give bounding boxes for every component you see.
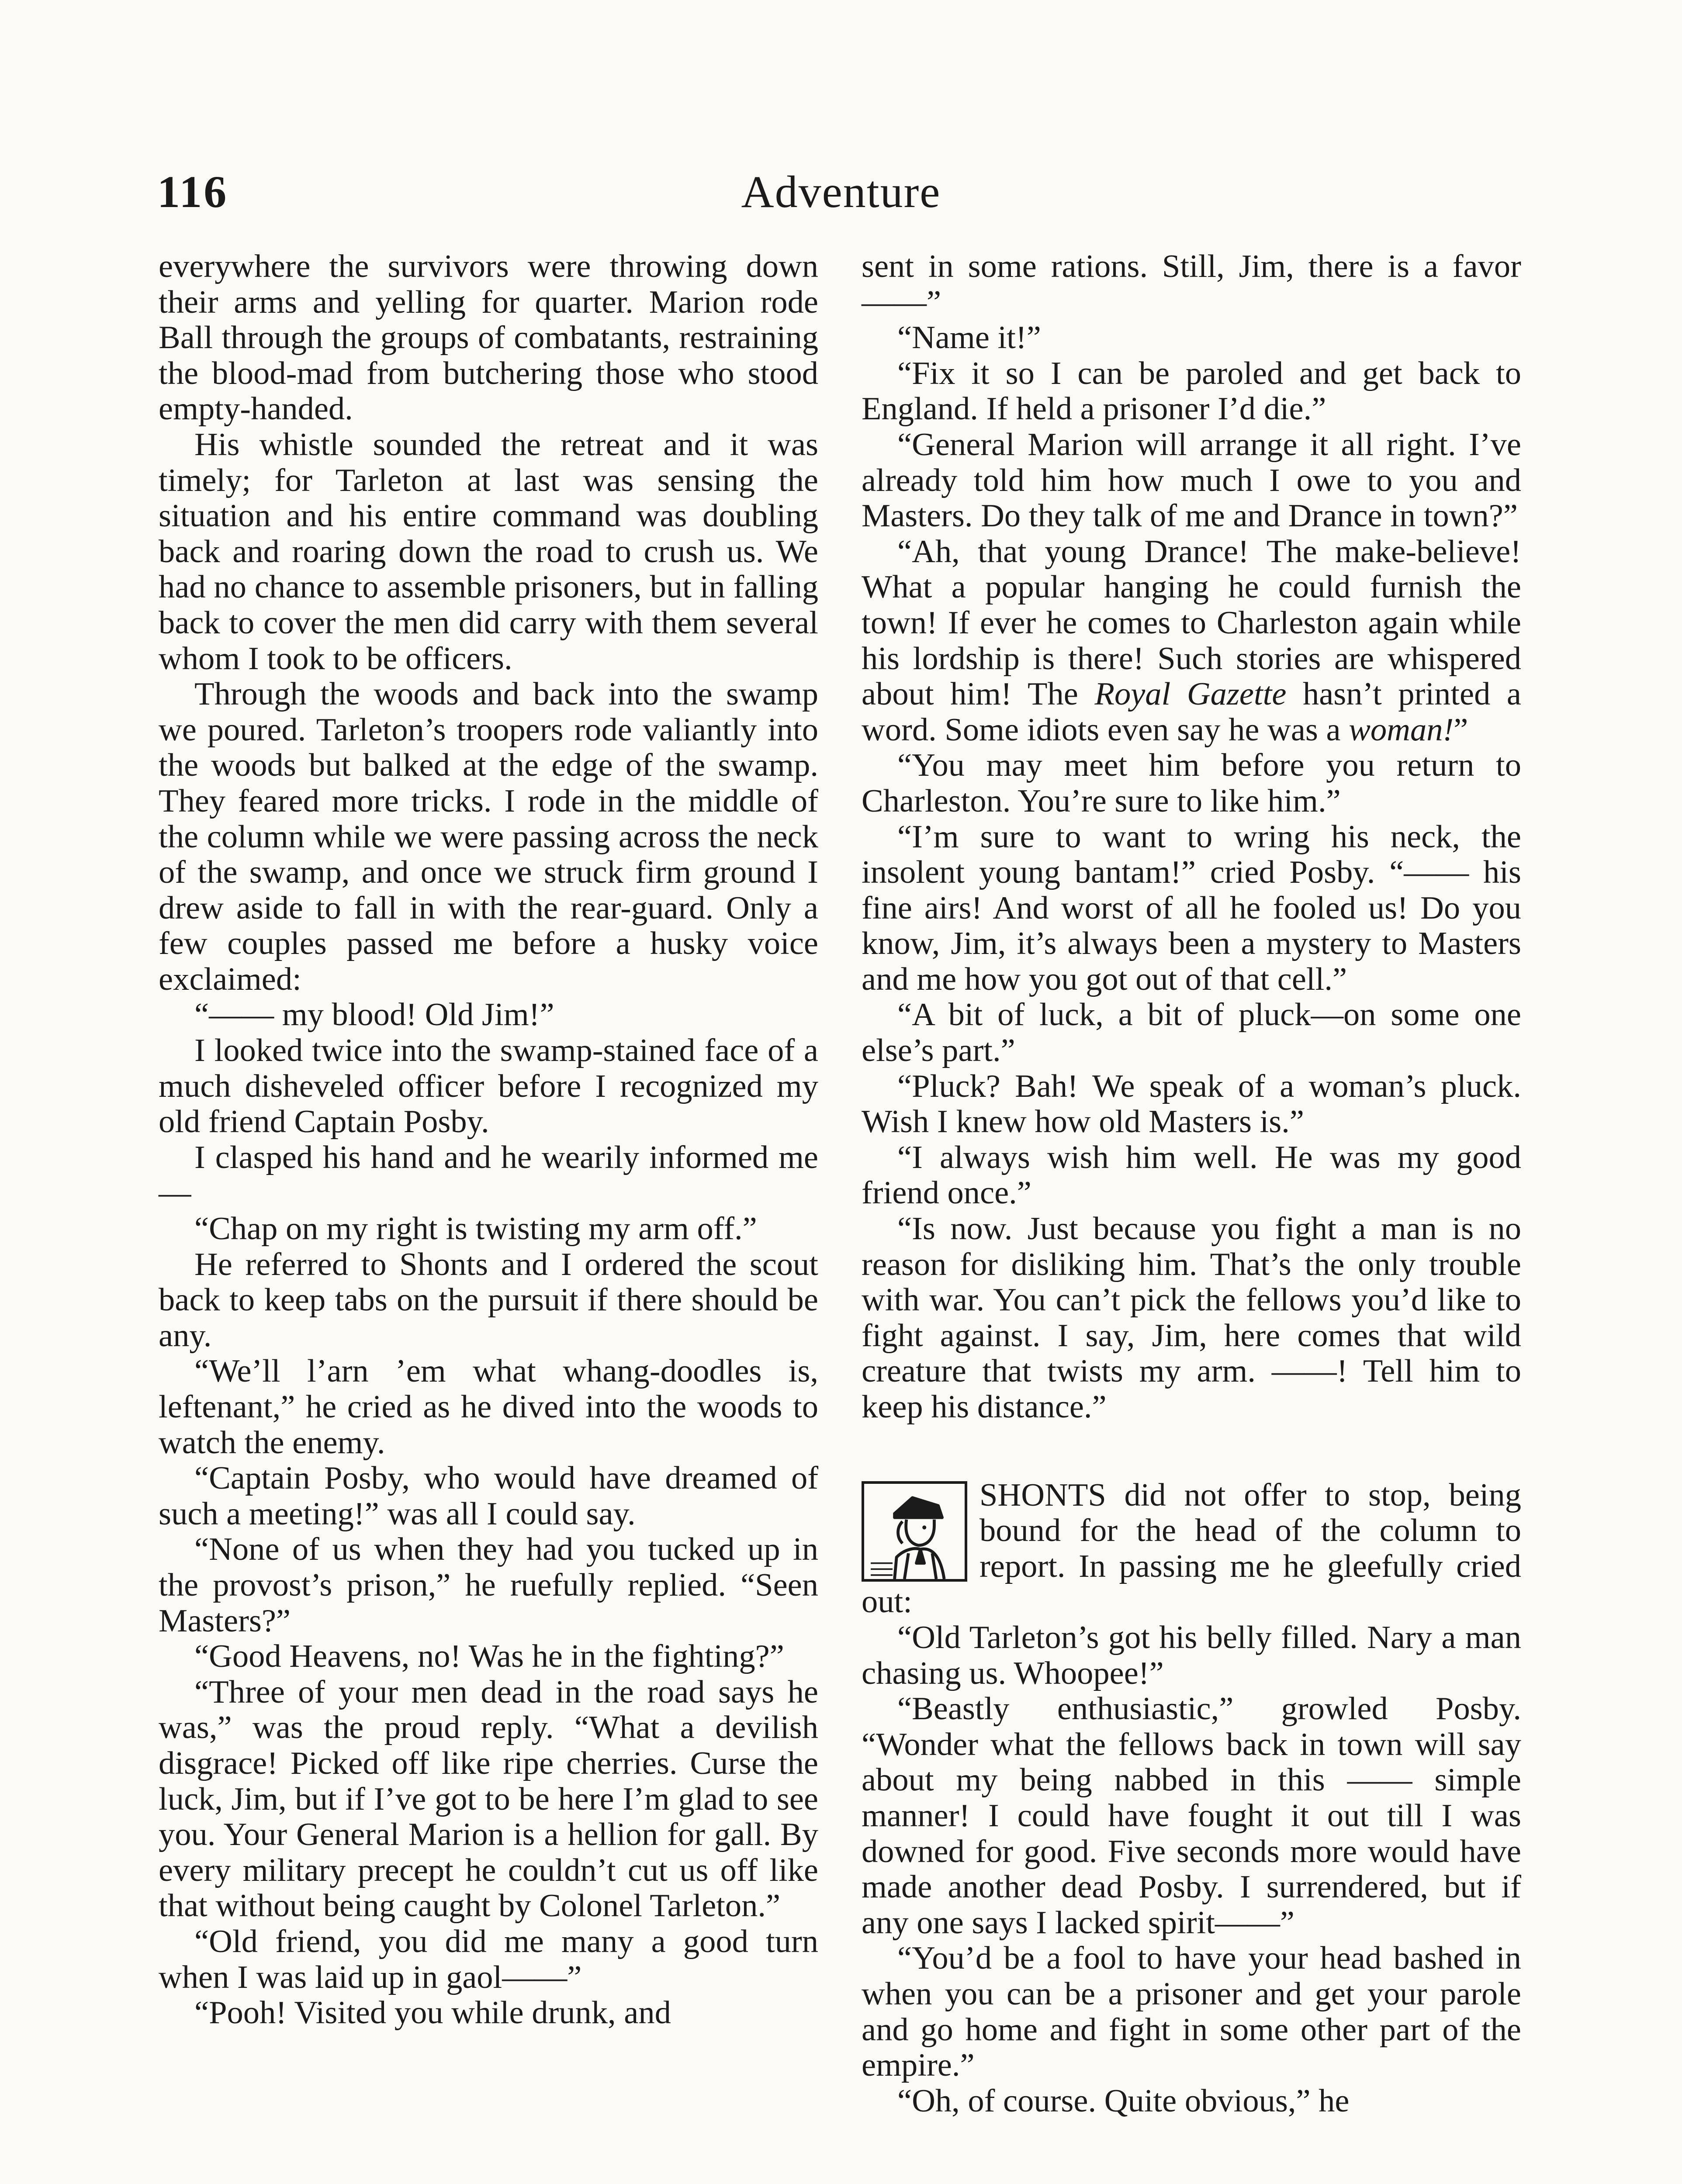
paragraph: He referred to Shonts and I ordered the scout back to keep tabs on the pursuit if there should be any. bbox=[159, 1246, 818, 1354]
paragraph: “Good Heavens, no! Was he in the fighting?” bbox=[194, 1638, 784, 1675]
paragraph: “Chap on my right is twisting my arm off.” bbox=[194, 1211, 757, 1247]
right-column bbox=[862, 249, 1521, 2119]
paragraph: His whistle sounded the retreat and it was timely; for Tarleton at last was sensing the situation and his entire command was doubling back and roaring down the road to crush us. We had no chance to assemble prisoners, but in falling back to cover the men did carry with them several whom I took to be officers. bbox=[159, 426, 818, 677]
paragraph: “Three of your men dead in the road says he was,” was the proud reply. “What a devilish disgrace! Picked off like ripe cherries. Curse the luck, Jim, but if I’ve got to be here I’m glad to see you. Your General Marion is a hellion for gall. By every military precept he couldn’t cut us off like that without being caught by Colonel Tarleton.” bbox=[159, 1674, 818, 1924]
paragraph: “I’m sure to want to wring his neck, the insolent young bantam!” cried Posby. “—— his fine airs! And worst of all he fooled us! Do you know, Jim, it’s always been a mystery to Masters and me how you got out of that cell.” bbox=[862, 819, 1521, 997]
paragraph: “—— my blood! Old Jim!” bbox=[194, 997, 554, 1033]
paragraph: “We’ll l’arn ’em what whang-doodles is, leftenant,” he cried as he dived into the woods to watch the enemy. bbox=[159, 1353, 818, 1461]
paragraph: “Oh, of course. Quite obvious,” he bbox=[897, 2083, 1350, 2119]
paragraph: sent in some rations. Still, Jim, there is a favor——” bbox=[862, 249, 1521, 320]
paragraph: “Pluck? Bah! We speak of a woman’s pluck. Wish I knew how old Masters is.” bbox=[862, 1068, 1521, 1140]
colonial-soldier-portrait-icon bbox=[862, 1481, 967, 1582]
paragraph: “Beastly enthusiastic,” growled Posby. “Wonder what the fellows back in town will say about my being nabbed in this —— simple manner! I could have fought it out till I was downed for good. Five seconds more would have made another dead Posby. I surrendered, but if any one says I lacked spirit——” bbox=[862, 1691, 1521, 1941]
page-header bbox=[157, 166, 1525, 227]
paragraph: “None of us when they had you tucked up in the provost’s prison,” he ruefully replied. “Seen Masters?” bbox=[159, 1531, 818, 1639]
text-run: “Ah, that young Drance! The make-believe! What a popular hanging he could furnish the town! If ever he comes to Charleston again while his lordship is there! Such stories are whispered about him! The bbox=[862, 533, 1521, 712]
paragraph bbox=[862, 534, 1521, 748]
paragraph: I looked twice into the swamp-stained face of a much disheveled officer before I recognized my old friend Captain Posby. bbox=[159, 1033, 818, 1140]
paragraph: I clasped his hand and he wearily informed me— bbox=[159, 1139, 818, 1211]
italic-title: Royal Gazette bbox=[1094, 676, 1287, 712]
text-run: ” bbox=[1454, 712, 1468, 748]
text-run: hasn’t printed a word. Some idiots even say he was a bbox=[862, 676, 1521, 748]
paragraph: “You’d be a fool to have your head bashed in when you can be a prisoner and get your parole and go home and fight in some other part of the empire.” bbox=[862, 1940, 1521, 2084]
paragraph: “You may meet him before you return to Charleston. You’re sure to like him.” bbox=[862, 747, 1521, 819]
paragraph: “I always wish him well. He was my good friend once.” bbox=[862, 1139, 1521, 1211]
left-column bbox=[159, 249, 818, 2031]
page-number: 116 bbox=[157, 167, 228, 217]
paragraph: “General Marion will arrange it all right. I’ve already told him how much I owe to you and Masters. Do they talk of me and Drance in town?” bbox=[862, 426, 1521, 534]
paragraph: Through the woods and back into the swamp we poured. Tarleton’s troopers rode valiantly into the woods but balked at the edge of the swamp. They feared more tricks. I rode in the middle of the column while we were passing across the neck of the swamp, and once we struck firm ground I drew aside to fall in with the rear-guard. Only a few couples passed me before a husky voice exclaimed: bbox=[159, 676, 818, 997]
paragraph: “Fix it so I can be paroled and get back to England. If held a prisoner I’d die.” bbox=[862, 355, 1521, 427]
paragraph: SHONTS did not offer to stop, being bound for the head of the column to report. In passing me he gleefully cried out: bbox=[862, 1477, 1521, 1620]
paragraph: “Pooh! Visited you while drunk, and bbox=[194, 1995, 671, 2031]
section-break-block bbox=[862, 1478, 1521, 1620]
paragraph: “Old Tarleton’s got his belly filled. Nary a man chasing us. Whoopee!” bbox=[862, 1619, 1521, 1691]
paragraph: “Name it!” bbox=[897, 320, 1041, 356]
paragraph: “Old friend, you did me many a good turn when I was laid up in gaol——” bbox=[159, 1923, 818, 1995]
paragraph: “A bit of luck, a bit of pluck—on some one else’s part.” bbox=[862, 997, 1521, 1069]
italic-word: woman! bbox=[1349, 712, 1454, 748]
paragraph: everywhere the survivors were throwing down their arms and yelling for quarter. Marion rode Ball through the groups of combatants, restraining the blood-mad from butchering those who stood empty-handed. bbox=[159, 249, 818, 427]
running-title: Adventure bbox=[741, 167, 941, 217]
paragraph: “Captain Posby, who would have dreamed of such a meeting!” was all I could say. bbox=[159, 1460, 818, 1532]
paragraph: “Is now. Just because you fight a man is no reason for disliking him. That’s the only trouble with war. You can’t pick the fellows you’d like to fight against. I say, Jim, here comes that wild creature that twists my arm. ——! Tell him to keep his distance.” bbox=[862, 1211, 1521, 1425]
